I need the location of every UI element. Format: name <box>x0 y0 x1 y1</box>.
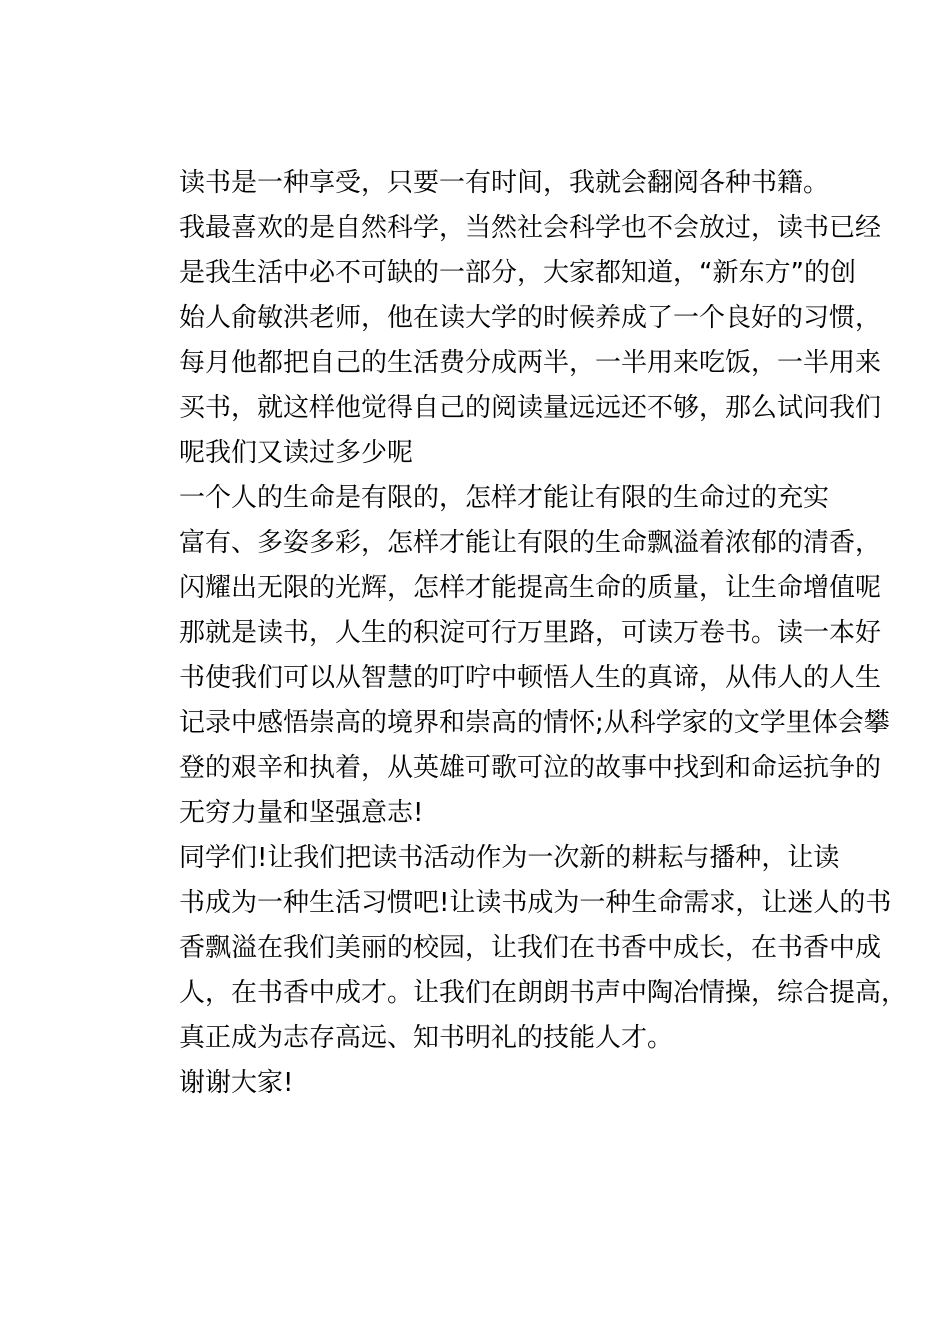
text-line: 同学们!让我们把读书活动作为一次新的耕耘与播种，让读 <box>179 843 840 873</box>
text-line: 一个人的生命是有限的，怎样才能让有限的生命过的充实 <box>179 483 830 513</box>
text-line: 始人俞敏洪老师，他在读大学的时候养成了一个良好的习惯， <box>179 303 882 333</box>
text-line: 真正成为志存高远、知书明礼的技能人才。 <box>179 1023 674 1053</box>
paragraph-3 <box>127 836 908 1061</box>
text-line: 人，在书香中成才。让我们在朗朗书声中陶冶情操，综合提高， <box>179 978 908 1008</box>
text-line: 书成为一种生活习惯吧!让读书成为一种生命需求，让迷人的书 <box>179 888 892 918</box>
document-body <box>127 161 908 1106</box>
text-line: 我最喜欢的是自然科学，当然社会科学也不会放过，读书已经 <box>179 213 882 243</box>
text-line: 买书，就这样他觉得自己的阅读量远远还不够，那么试问我们 <box>179 393 882 423</box>
text-line: 那就是读书，人生的积淀可行万里路，可读万卷书。读一本好 <box>179 618 882 648</box>
text-line: 是我生活中必不可缺的一部分，大家都知道，“新东方”的创 <box>179 258 856 288</box>
text-line: 每月他都把自己的生活费分成两半，一半用来吃饭，一半用来 <box>179 348 882 378</box>
text-line: 记录中感悟崇高的境界和崇高的情怀;从科学家的文学里体会攀 <box>179 708 890 738</box>
paragraph-1 <box>127 161 887 476</box>
text-line: 富有、多姿多彩，怎样才能让有限的生命飘溢着浓郁的清香， <box>179 528 882 558</box>
paragraph-2 <box>127 476 890 836</box>
text-line: 无穷力量和坚强意志! <box>179 798 424 828</box>
text-line: 呢我们又读过多少呢 <box>179 438 414 468</box>
text-line: 登的艰辛和执着，从英雄可歌可泣的故事中找到和命运抗争的 <box>179 753 882 783</box>
text-line: 香飘溢在我们美丽的校园，让我们在书香中成长，在书香中成 <box>179 933 882 963</box>
paragraph-4 <box>127 1061 887 1106</box>
text-line: 谢谢大家! <box>179 1068 294 1098</box>
text-line: 读书是一种享受，只要一有时间，我就会翻阅各种书籍。 <box>179 168 830 198</box>
text-line: 书使我们可以从智慧的叮咛中顿悟人生的真谛，从伟人的人生 <box>179 663 882 693</box>
text-line: 闪耀出无限的光辉，怎样才能提高生命的质量，让生命增值呢 <box>179 573 882 603</box>
